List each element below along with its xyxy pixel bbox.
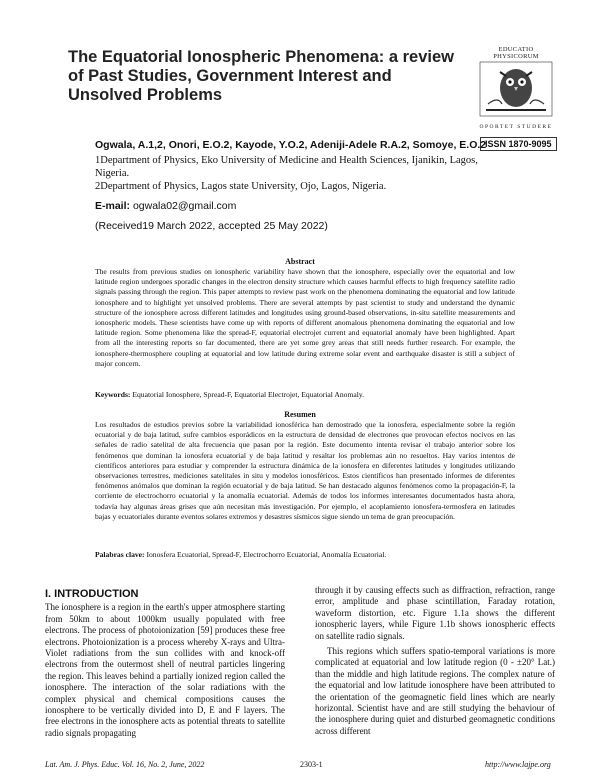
- footer-url[interactable]: http://www.lajpe.org: [485, 760, 551, 769]
- logo-bottom-text: OPORTET STUDERE: [479, 124, 553, 130]
- resumen-text: Los resultados de estudios previos sobre la variabilidad ionosférica han demostrado que la ionosfera, especialmente sobre la región ecuatorial y de baja latitud, sufre cambios esporádicos en la estructura de densidad de electrones que provocan efectos nocivos en las señales de radio satelital de alta frecuencia que pasan por la región. Este documento intenta revisar el trabajo anterior sobre los fenómenos que dominan la ionosfera ecuatorial y de baja latitud y resaltar los problemas aún no resueltos. Hay varios intentos de científicos anteriores para estudiar y comprender la estructura dinámica de la ionosfera en diferentes latitudes y longitudes utilizando observaciones terrestres, mediciones satelitales in situ y modelos ionosféricos. Estos científicos han presentado informes de diferentes fenómenos anómalos que dominan la región ecuatorial y de baja latitud. Se han destacado algunos fenómenos como la propagación-F, la corriente de electrochorro ecuatorial y la anomalía ecuatorial. Además de todos los informes interesantes documentados hasta ahora, todavía hay algunas áreas grises que aún necesitan más investigación. Por ejemplo, el acoplamiento ionosfera-termosfera en latitudes bajas y ecuatoriales durante eventos solares extremos y desastres sísmicos sigue siendo un tema de gran preocupación.: [95, 420, 515, 521]
- keywords-label: Keywords:: [95, 390, 131, 399]
- abstract-text: The results from previous studies on ionospheric variability have shown that the ionosphere, especially over the equatorial and low latitude region undergoes sporadic changes in the electron density structure which causes harmful effects to high frequency satellite radio signals passing through the region. This paper attempts to review past work on the phenomena dominating the equatorial and low latitude ionosphere and to highlight yet unsolved problems. There are several attempts by past scientist to study and understand the dynamic structure of the ionosphere across different latitudes and longitudes using ground-based observations, in-situ satellite measurements and ionospheric models. These scientists have come up with reports of different anomalous phenomena dominating the equatorial and low latitude region. Some phenomena like the spread-F, equatorial electrojet current and equatorial anomaly have been highlighted. Apart from all the interesting reports so far documented, there are yet some grey areas that still needs further research. For example, the ionosphere-thermosphere coupling at equatorial and low latitude during extreme solar event and earthquake disaster is still a subject of major concern.: [95, 267, 515, 368]
- footer-journal: Lat. Am. J. Phys. Educ. Vol. 16, No. 2, June, 2022: [45, 760, 205, 769]
- affiliation-1: 1Department of Physics, Eko University of Medicine and Health Sciences, Ijanikin, Lagos, Nigeria.: [95, 155, 478, 179]
- email-line: [95, 200, 236, 212]
- affiliation-2: 2Department of Physics, Lagos state University, Ojo, Lagos, Nigeria.: [95, 181, 387, 192]
- keywords-line: [95, 390, 515, 399]
- palabras-clave-label: Palabras clave:: [95, 550, 145, 559]
- intro-paragraph-2: through it by causing effects such as diffraction, refraction, range error, amplitude and phase scintillation, Faraday rotation, waveform distortion, etc. Figure 1.1a shows the different ionospheric layers, while Figure 1.1b shows ionospheric effects on satellite radio signals.: [315, 585, 555, 641]
- received-date: (Received19 March 2022, accepted 25 May 2022): [95, 220, 328, 232]
- journal-logo: [478, 46, 554, 130]
- intro-paragraph-1: The ionosphere is a region in the earth's upper atmosphere starting from 50km to about 1000km usually populated with free electrons. The process of photoionization [59] produces these free electrons. Photoionization is a process whereby X-rays and Ultra-Violet radiations from the sun collides with and knock-off electrons from the outermost shell of neutral particles lingering the region. This leaves behind a partially ionized region called the ionosphere. The interaction of the solar radiations with the complex physical and chemical compositions causes the ionosphere to be vertically divided into D, E and F layers. The free electrons in the ionosphere acts as potential threats to satellite radio signals propagating: [45, 602, 285, 738]
- paper-title: The Equatorial Ionospheric Phenomena: a review of Past Studies, Government Interest and Unsolved Problems: [68, 48, 455, 104]
- email-address[interactable]: ogwala02@gmail.com: [132, 200, 237, 212]
- owl-emblem-icon: [478, 60, 554, 118]
- footer-page-number: 2303-1: [300, 760, 323, 769]
- logo-top-text: EDUCATIO PHYSICORUM: [493, 46, 539, 60]
- palabras-clave-line: [95, 550, 515, 559]
- palabras-clave-text: Ionosfera Ecuatorial, Spread-F, Electrochorro Ecuatorial, Anomalía Ecuatorial.: [146, 550, 387, 559]
- author-list: Ogwala, A.1,2, Onori, E.O.2, Kayode, Y.O.2, Adeniji-Adele R.A.2, Somoye, E.O.2: [95, 139, 487, 151]
- intro-column-left: [45, 589, 285, 739]
- issn-badge: ISSN 1870-9095: [480, 137, 557, 151]
- section-heading-introduction: I. INTRODUCTION: [45, 588, 139, 600]
- keywords-text: Equatorial Ionosphere, Spread-F, Equatorial Electrojet, Equatorial Anomaly.: [132, 390, 365, 399]
- resumen-heading: Resumen: [284, 410, 316, 419]
- abstract-heading: Abstract: [285, 257, 315, 266]
- intro-paragraph-3: This regions which suffers spatio-temporal variations is more complicated at equatorial and low latitude region (0 - ±20° Lat.) than the middle and high latitude regions. The complex nature of the equatorial and low latitude ionosphere have been attributed to the orientation of the geomagnetic field lines which are nearly horizontal. Scientist have and are still studying the behaviour of the ionosphere during quiet and disturbed geomagnetic conditions across different: [315, 646, 555, 736]
- intro-column-right: [315, 585, 555, 737]
- email-label: E-mail:: [95, 200, 131, 212]
